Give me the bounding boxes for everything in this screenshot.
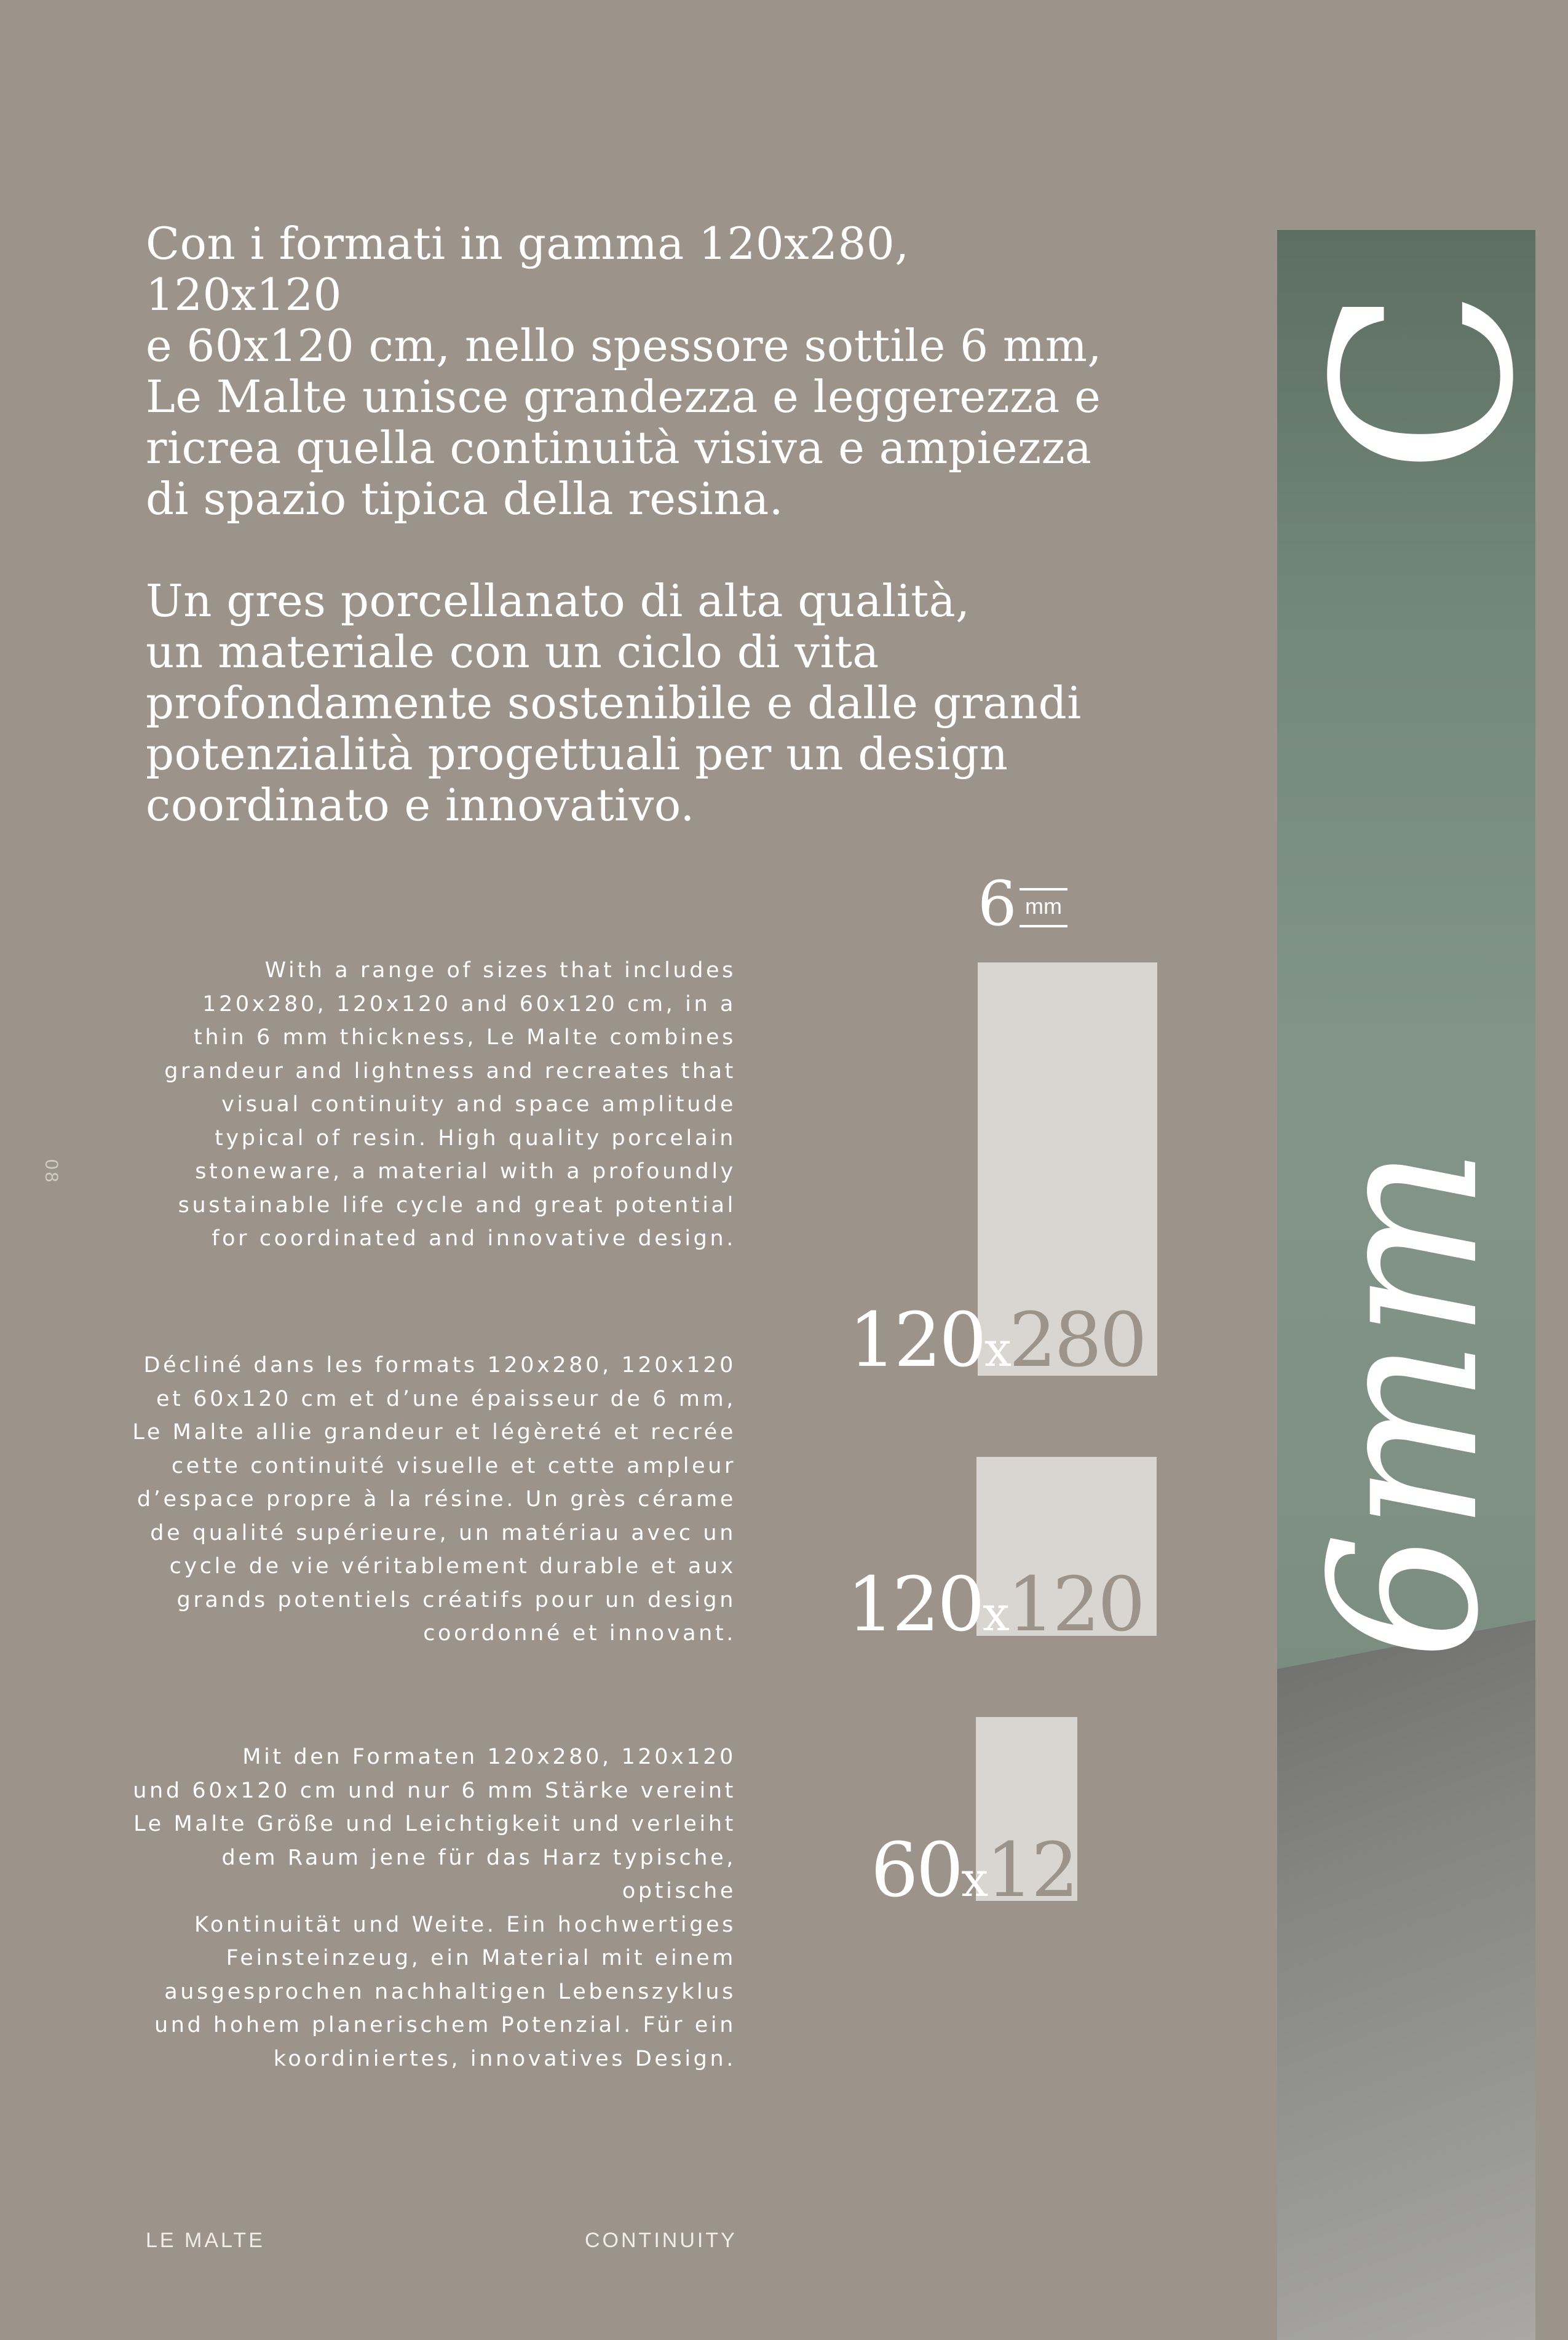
body-text-german: Mit den Formaten 120x280, 120x120 und 60x120 cm und nur 6 mm Stärke vereint Le Malte Größe und Leichtigkeit und verleiht dem Raum jene für das Harz typische, optische Kontinuität und Weite. Ein hochwertiges Feinsteinzeug, ein Material mit einem ausgesprochen nachhaltigen Lebenszyklus und hohem planerischem Potenzial. Für ein koordiniertes, innovatives Design.: [133, 1745, 736, 2071]
size-height: 120: [986, 1826, 1122, 1914]
size-label-120x280: [849, 1296, 1145, 1387]
size-height: 280: [1008, 1296, 1145, 1384]
page-number: 08: [41, 1159, 61, 1185]
intro-italian: [146, 218, 1105, 831]
photo-overlay-word: 6mm: [1287, 1146, 1523, 1660]
size-separator: x: [961, 1852, 986, 1908]
thickness-value: 6: [978, 868, 1017, 940]
intro-paragraph-2: Un gres porcellanato di alta qualità, un materiale con un ciclo di vita profondamente sostenibile e dalle grandi potenzialità progettuali per un design coordinato e innovativo.: [146, 575, 1082, 831]
body-text-english: With a range of sizes that includes 120x280, 120x120 and 60x120 cm, in a thin 6 mm thickness, Le Malte combines grandeur and lightness and recreates that visual continuity and space amplitude typical of resin. High quality porcelain stoneware, a material with a profoundly sustainable life cycle and great potential for coordinated and innovative design.: [164, 958, 736, 1251]
photo-overlay-letter: C: [1282, 287, 1568, 476]
size-label-120x120: [847, 1561, 1143, 1652]
intro-paragraph-1: Con i formati in gamma 120x280, 120x120 e 60x120 cm, nello spessore sottile 6 mm, Le Malte unisce grandezza e leggerezza e ricrea quella continuità visiva e ampiezza di spazio tipica della resina.: [146, 218, 1102, 525]
size-separator: x: [984, 1322, 1009, 1378]
size-width: 120: [847, 1561, 983, 1648]
size-separator: x: [982, 1587, 1007, 1642]
footer-section-name: CONTINUITY: [585, 2229, 737, 2252]
size-width: 120: [849, 1296, 984, 1384]
size-height: 120: [1007, 1561, 1143, 1648]
thickness-unit: mm: [1020, 888, 1067, 927]
body-text-french: Décliné dans les formats 120x280, 120x120 et 60x120 cm et d’une épaisseur de 6 mm, Le Malte allie grandeur et légèreté et recrée cette continuité visuelle et cette ampleur d’espace propre à la résine. Un grès cérame de qualité supérieure, un matériau avec un cycle de vie véritablement durable et aux grands potentiels créatifs pour un design coordonné et innovant.: [132, 1353, 736, 1646]
footer-collection-name: LE MALTE: [146, 2229, 265, 2252]
photo-floor: [1277, 1620, 1535, 2340]
size-width: 60: [871, 1826, 962, 1914]
size-label-60x120: [871, 1826, 1122, 1918]
